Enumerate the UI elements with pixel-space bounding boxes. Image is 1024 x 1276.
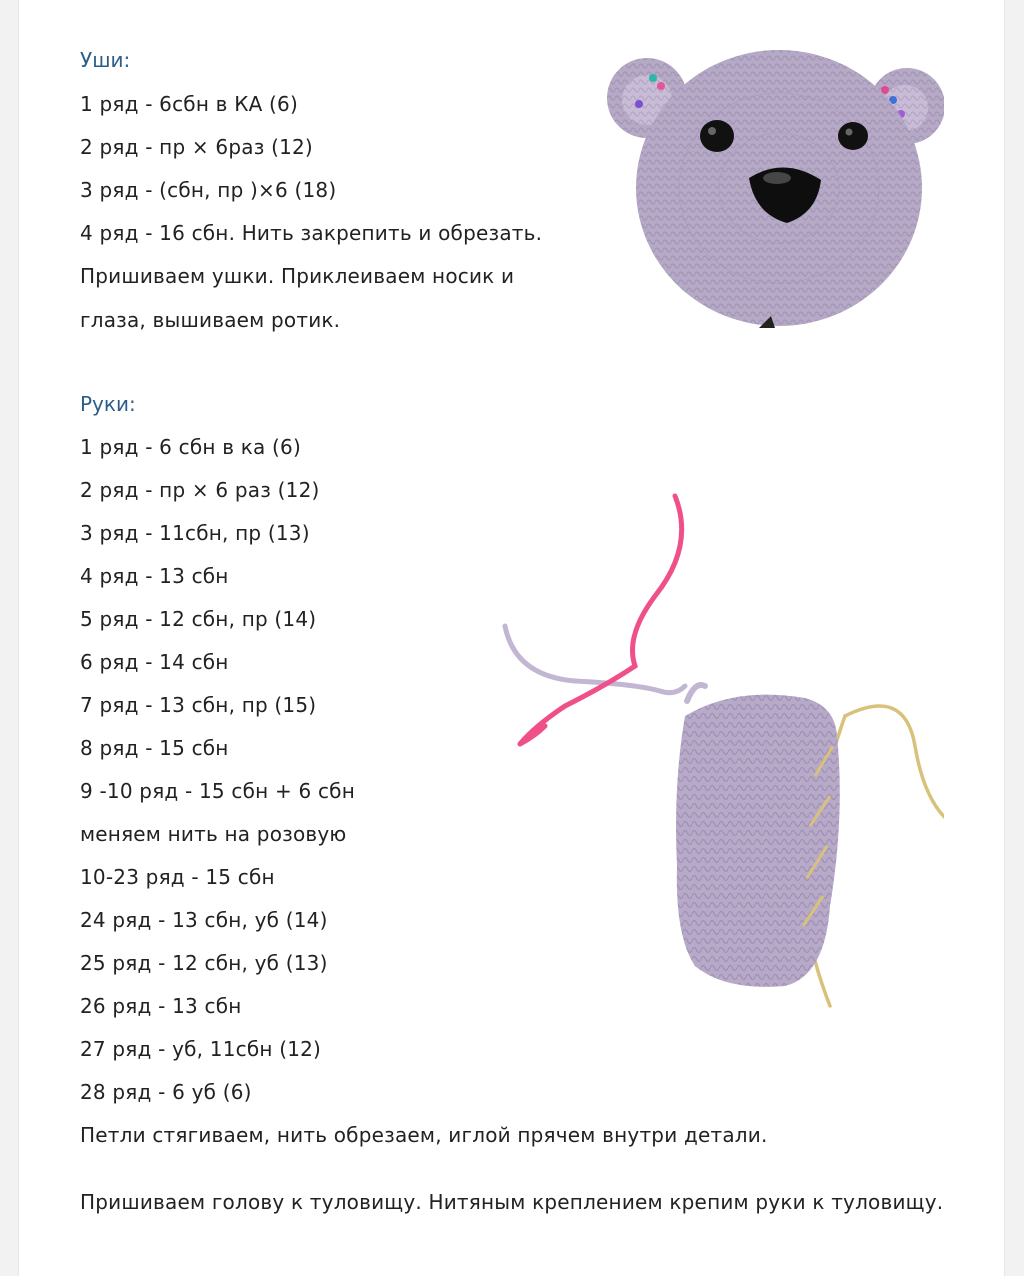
arms-line-16: 28 ряд - 6 уб (6) <box>80 1080 252 1104</box>
bear-head-illustration <box>599 38 944 330</box>
arms-line-14: 26 ряд - 13 сбн <box>80 994 242 1018</box>
ears-line-6: глаза, вышиваем ротик. <box>80 308 341 332</box>
arms-heading: Руки: <box>80 392 136 416</box>
document-page <box>18 0 1005 1276</box>
ears-line-4: 4 ряд - 16 сбн. Нить закрепить и обрезать. <box>80 221 543 245</box>
arms-line-13: 25 ряд - 12 сбн, уб (13) <box>80 951 328 975</box>
ears-line-5: Пришиваем ушки. Приклеиваем носик и <box>80 264 515 288</box>
arm-illustration <box>485 486 944 1014</box>
arms-line-6: 6 ряд - 14 сбн <box>80 650 229 674</box>
arms-line-4: 4 ряд - 13 сбн <box>80 564 229 588</box>
left-eye <box>700 120 734 152</box>
arms-line-8: 8 ряд - 15 сбн <box>80 736 229 760</box>
arms-line-10: меняем нить на розовую <box>80 822 347 846</box>
crochet-arm <box>676 695 840 987</box>
arms-line-12: 24 ряд - 13 сбн, уб (14) <box>80 908 328 932</box>
arms-line-9: 9 -10 ряд - 15 сбн + 6 сбн <box>80 779 355 803</box>
arms-line-3: 3 ряд - 11сбн, пр (13) <box>80 521 310 545</box>
arms-line-17: Петли стягиваем, нить обрезаем, иглой прячем внутри детали. <box>80 1123 768 1147</box>
ears-heading: Уши: <box>80 48 131 72</box>
arms-line-15: 27 ряд - уб, 11сбн (12) <box>80 1037 322 1061</box>
right-eye <box>838 122 868 150</box>
ears-line-3: 3 ряд - (сбн, пр )×6 (18) <box>80 178 337 202</box>
bear-head-photo <box>599 38 944 330</box>
arms-line-5: 5 ряд - 12 сбн, пр (14) <box>80 607 317 631</box>
final-note: Пришиваем голову к туловищу. Нитяным креплением крепим руки к туловищу. <box>80 1190 944 1214</box>
ears-line-2: 2 ряд - пр × 6раз (12) <box>80 135 313 159</box>
arms-line-7: 7 ряд - 13 сбн, пр (15) <box>80 693 317 717</box>
ears-line-1: 1 ряд - 6сбн в КА (6) <box>80 92 298 116</box>
arms-line-11: 10-23 ряд - 15 сбн <box>80 865 275 889</box>
arm-photo <box>485 486 944 1014</box>
arms-line-1: 1 ряд - 6 сбн в ка (6) <box>80 435 301 459</box>
arms-line-2: 2 ряд - пр × 6 раз (12) <box>80 478 320 502</box>
